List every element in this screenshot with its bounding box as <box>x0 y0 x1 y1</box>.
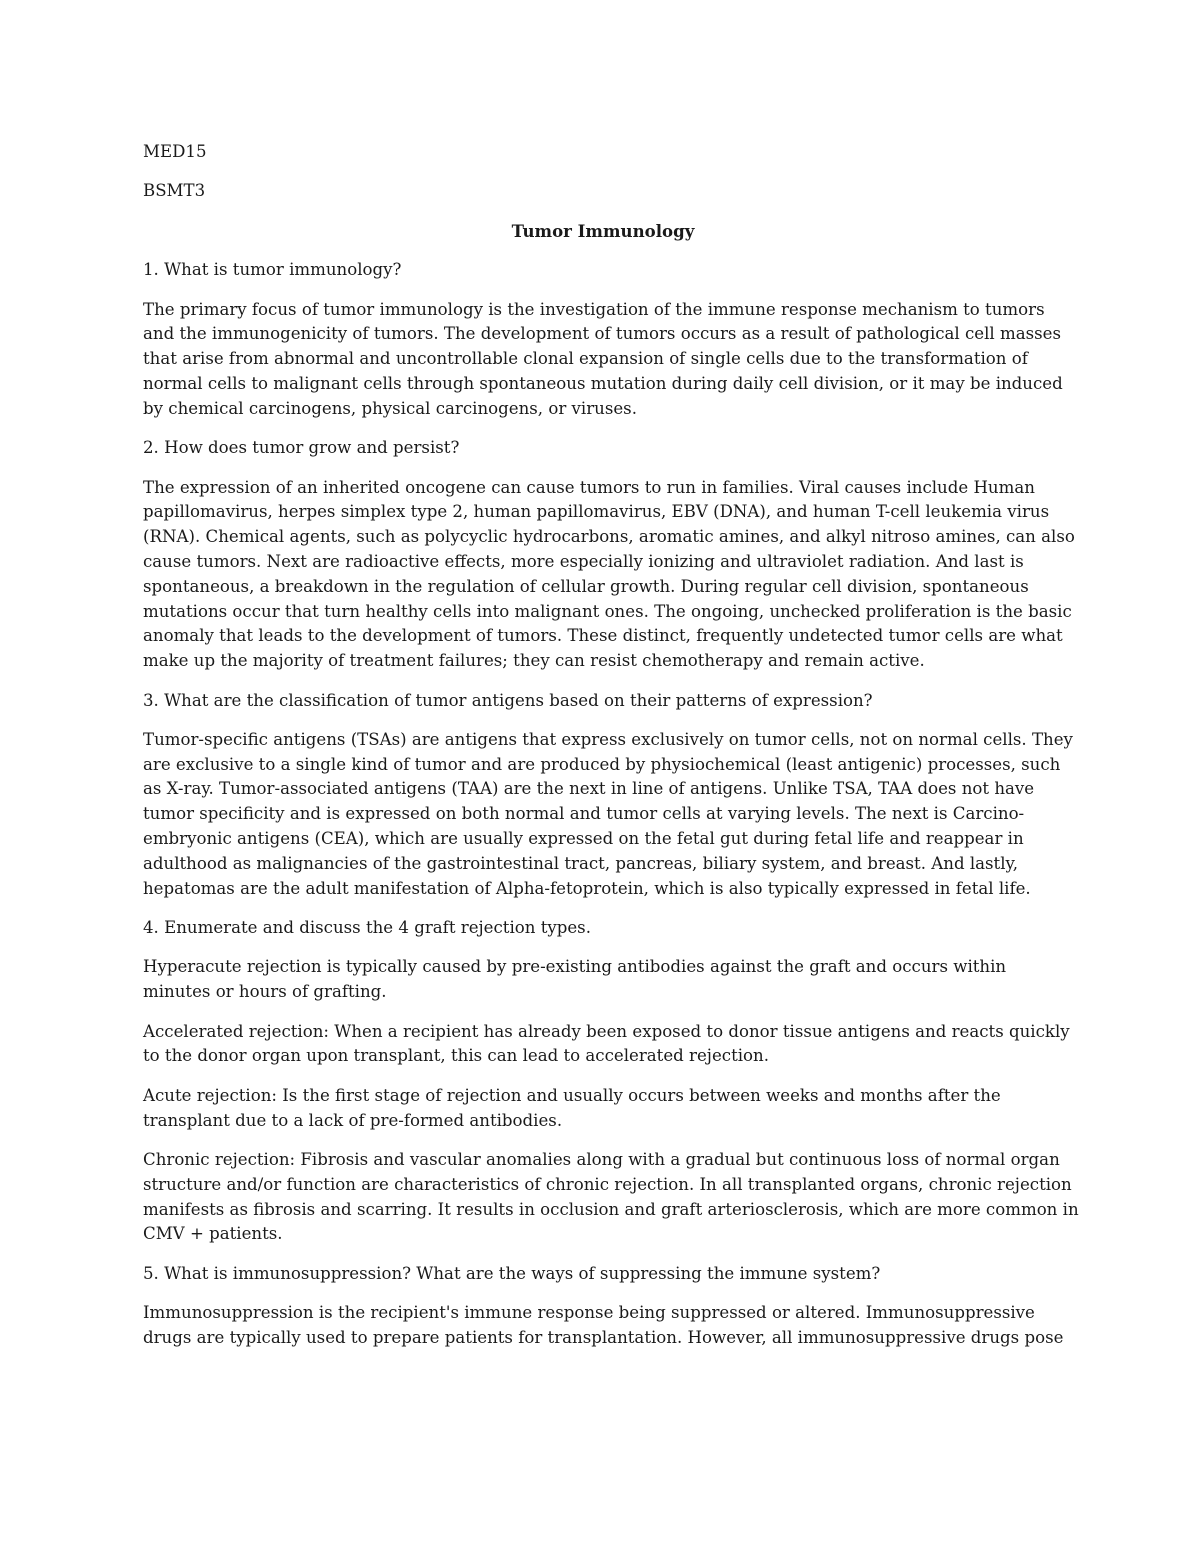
paragraph-line: (RNA). Chemical agents, such as polycyclic hydrocarbons, aromatic amines, and alkyl nitroso amines, can also <box>143 527 1075 547</box>
paragraph-line: make up the majority of treatment failures; they can resist chemotherapy and remain active. <box>143 651 925 671</box>
question-heading: 5. What is immunosuppression? What are the ways of suppressing the immune system? <box>143 1263 881 1283</box>
paragraph-line: Hyperacute rejection is typically caused by pre-existing antibodies against the graft and occurs within <box>143 957 1007 977</box>
paragraph-line: Acute rejection: Is the first stage of rejection and usually occurs between weeks and months after the <box>143 1085 1001 1105</box>
answer-paragraph <box>143 1084 1063 1134</box>
course-code: MED15 <box>143 142 207 161</box>
section-code: BSMT3 <box>143 181 206 201</box>
question-heading: 4. Enumerate and discuss the 4 graft rejection types. <box>143 918 591 938</box>
paragraph-line: by chemical carcinogens, physical carcinogens, or viruses. <box>143 398 637 418</box>
paragraph-line: CMV + patients. <box>143 1224 283 1244</box>
paragraph-line: to the donor organ upon transplant, this can lead to accelerated rejection. <box>143 1046 769 1066</box>
paragraph-line: The primary focus of tumor immunology is the investigation of the immune response mechanism to tumors <box>143 299 1045 319</box>
paragraph-line: that arise from abnormal and uncontrollable clonal expansion of single cells due to the transformation of <box>143 349 1028 369</box>
paragraph-line: adulthood as malignancies of the gastrointestinal tract, pancreas, biliary system, and breast. And lastly, <box>143 853 1018 873</box>
question-heading: 3. What are the classification of tumor antigens based on their patterns of expression? <box>143 690 873 710</box>
paragraph-line: manifests as fibrosis and scarring. It results in occlusion and graft arteriosclerosis, which are more common in <box>143 1199 1079 1219</box>
document-title: Tumor Immunology <box>511 220 695 241</box>
question-heading: 1. What is tumor immunology? <box>143 260 402 280</box>
paragraph-line: hepatomas are the adult manifestation of Alpha-fetoprotein, which is also typically expressed in fetal life. <box>143 878 1031 898</box>
answer-paragraph <box>143 955 1063 1005</box>
paragraph-line: embryonic antigens (CEA), which are usually expressed on the fetal gut during fetal life and reappear in <box>143 829 1024 849</box>
qa-sections <box>143 258 1079 1351</box>
paragraph-line: normal cells to malignant cells through spontaneous mutation during daily cell division, or it may be induced <box>143 373 1063 393</box>
answer-paragraph <box>143 1301 1063 1351</box>
paragraph-line: and the immunogenicity of tumors. The development of tumors occurs as a result of pathological cell masses <box>143 324 1062 344</box>
paragraph-line: mutations occur that turn healthy cells into malignant ones. The ongoing, unchecked proliferation is the basic <box>143 601 1072 621</box>
answer-paragraph <box>143 1020 1070 1070</box>
paragraph-line: minutes or hours of grafting. <box>143 982 387 1002</box>
paragraph-line: as X-ray. Tumor-associated antigens (TAA) are the next in line of antigens. Unlike TSA, TAA does not have <box>143 779 1035 799</box>
paragraph-line: cause tumors. Next are radioactive effects, more especially ionizing and ultraviolet radiation. And last is <box>143 551 1024 571</box>
paragraph-line: tumor specificity and is expressed on both normal and tumor cells at varying levels. The next is Carcino- <box>143 804 1025 824</box>
paragraph-line: Tumor-specific antigens (TSAs) are antigens that express exclusively on tumor cells, not on normal cells. They <box>143 729 1073 749</box>
paragraph-line: The expression of an inherited oncogene can cause tumors to run in families. Viral causes include Human <box>143 477 1035 497</box>
paragraph-line: Chronic rejection: Fibrosis and vascular anomalies along with a gradual but continuous loss of normal organ <box>143 1150 1060 1170</box>
answer-paragraph <box>143 1148 1079 1247</box>
answer-paragraph <box>143 298 1063 422</box>
answer-paragraph <box>143 728 1073 902</box>
paragraph-line: transplant due to a lack of pre-formed antibodies. <box>143 1110 563 1130</box>
paragraph-line: papillomavirus, herpes simplex type 2, human papillomavirus, EBV (DNA), and human T-cell leukemia virus <box>143 502 1050 522</box>
question-heading: 2. How does tumor grow and persist? <box>143 438 460 458</box>
document-body <box>143 140 1079 1365</box>
paragraph-line: drugs are typically used to prepare patients for transplantation. However, all immunosuppressive drugs pose <box>143 1327 1064 1347</box>
paragraph-line: are exclusive to a single kind of tumor and are produced by physiochemical (least antigenic) processes, such <box>143 754 1061 774</box>
paragraph-line: Accelerated rejection: When a recipient has already been exposed to donor tissue antigens and reacts quickly <box>143 1021 1070 1041</box>
answer-paragraph <box>143 476 1075 674</box>
paragraph-line: structure and/or function are characteristics of chronic rejection. In all transplanted organs, chronic rejection <box>143 1174 1072 1194</box>
paragraph-line: anomaly that leads to the development of tumors. These distinct, frequently undetected tumor cells are what <box>143 626 1063 646</box>
paragraph-line: spontaneous, a breakdown in the regulation of cellular growth. During regular cell division, spontaneous <box>143 576 1029 596</box>
paragraph-line: Immunosuppression is the recipient's immune response being suppressed or altered. Immunosuppressive <box>143 1303 1035 1323</box>
